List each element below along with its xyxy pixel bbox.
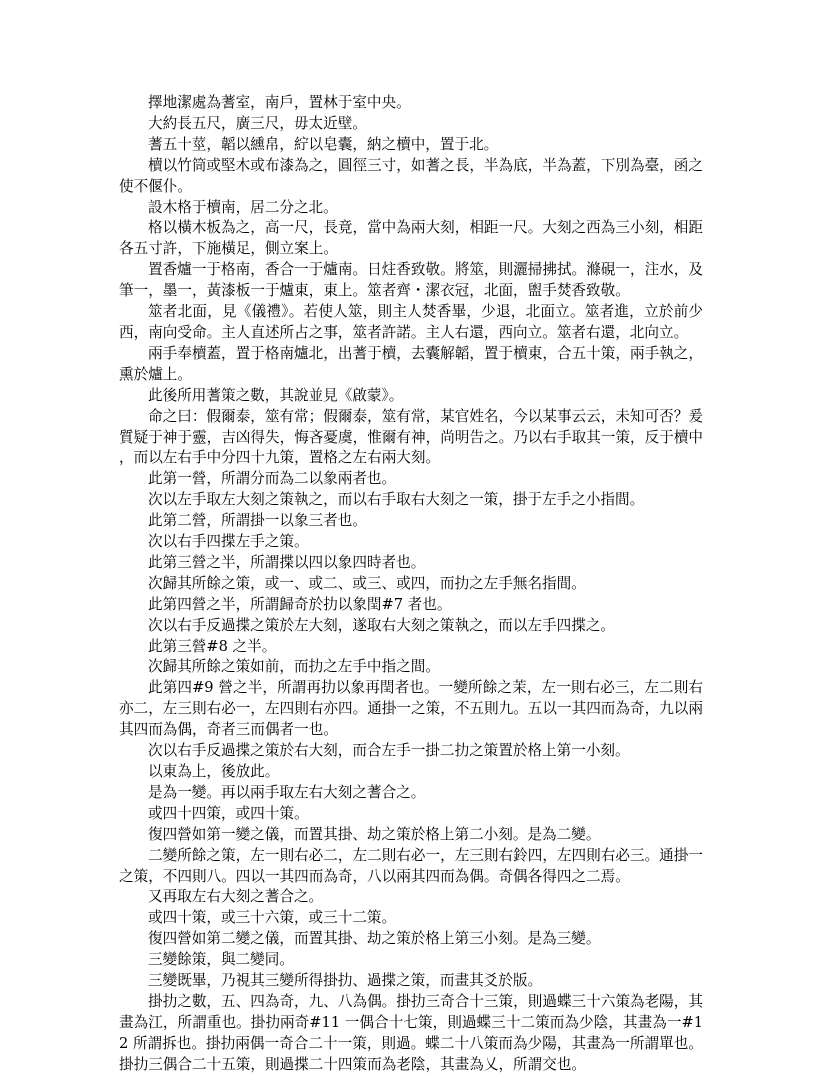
paragraph: 次以右手反過揲之策於左大刻，遂取右大刻之策執之，而以左手四揲之。: [148, 616, 616, 634]
paragraph: 命之曰：假爾泰，筮有常；假爾泰，筮有常，某官姓名，今以某事云云，未知可否？爰質疑于神于靈，吉凶得失，悔吝憂虞，惟爾有神，尚明告之。乃以右手取其一策，反于櫝中，而以左右手中分四十九策，置格之左右兩大刻。: [119, 407, 703, 467]
paragraph: 大約長五尺，廣三尺，毋太近壁。: [148, 114, 367, 132]
paragraph: 二變所餘之策，左一則右必二，左二則右必一，左三則右鈴四，左四則右必三。通掛一之策，不四則八。四以一其四而為奇，八以兩其四而為偶。奇偶各得四之二焉。: [119, 846, 703, 885]
paragraph: 此第四營之半，所謂歸奇於扐以象閏#7 者也。: [148, 595, 452, 613]
paragraph: 此第三營之半，所謂揲以四以象四時者也。: [148, 553, 426, 571]
paragraph: 三變餘策，與二變同。: [148, 951, 294, 969]
paragraph: 以東為上，後放此。: [148, 763, 280, 780]
paragraph: 兩手奉櫝蓋，置于格南爐北，出蓍于櫝，去囊解韜，置于櫝東，合五十策，兩手執之，熏於爐上。: [119, 344, 703, 383]
paragraph: 次歸其所餘之策如前，而扐之左手中指之間。: [148, 658, 440, 676]
paragraph: 復四營如第二變之儀，而置其掛、劫之策於格上第三小刻。是為三變。: [148, 930, 601, 948]
paragraph: 櫝以竹筒或堅木或布漆為之，圓徑三寸，如蓍之長，半為底，半為蓋，下別為臺，函之使不偃仆。: [119, 156, 703, 195]
paragraph: 次歸其所餘之策，或一、或二、或三、或四，而扐之左手無名指間。: [148, 574, 586, 592]
paragraph: 或四十策，或三十六策，或三十二策。: [148, 909, 397, 927]
paragraph: 又再取左右大刻之蓍合之。: [148, 888, 324, 906]
paragraph: 次以左手取左大刻之策執之，而以右手取右大刻之一策，掛于左手之小指間。: [148, 491, 645, 509]
paragraph: 設木格于櫝南，居二分之北。: [148, 198, 338, 216]
paragraph: 此第四#9 營之半，所謂再扐以象再閏者也。一變所餘之茉，左一則右必三，左二則右亦二，左三則右必一，左四則右亦四。通掛一之策，不五則九。五以一其四而為奇，九以兩其四而為偶，奇者三而偶者一也。: [119, 679, 703, 739]
paragraph: 格以橫木板為之，高一尺，長竟，當中為兩大刻，相距一尺。大刻之西為三小刻，相距各五寸許，下施橫足，側立案上。: [119, 219, 703, 258]
paragraph: 三變既畢，乃視其三變所得掛扐、過揲之策，而畫其爻於版。: [148, 972, 543, 990]
paragraph: 此第一營，所謂分而為二以象兩者也。: [148, 470, 397, 488]
paragraph: 是為一變。再以兩手取左右大刻之蓍合之。: [148, 783, 426, 801]
paragraph: 擇地潔處為蓍室，南戶，置林于室中央。: [148, 94, 411, 111]
paragraph: 復四營如第一變之儀，而置其掛、劫之策於格上第二小刻。是為二變。: [148, 825, 601, 843]
paragraph: 次以右手四揲左手之策。: [148, 533, 309, 551]
paragraph: 掛扐之數，五、四為奇，九、八為偶。掛扐三奇合十三策，則過蝶三十六策為老陽，其畫為江，所謂重也。掛扐兩奇#11 一偶合十七策，則過蝶三十二策而為少陰，其畫為一#12 所謂拆也。掛扐兩偶一奇合二十一策，則過。蝶二十八策而為少陽，其畫為一所謂單也。掛扐三偶合二十五策，則過揲二十四策而為老陰，其畫為乂，所謂交也。: [119, 992, 703, 1073]
paragraph: 或四十四策，或四十策。: [148, 804, 309, 822]
paragraph: 次以右手反過揲之策於右大刻，而合左手一掛二扐之策置於格上第一小刻。: [148, 742, 630, 760]
document-body: [119, 93, 703, 1076]
paragraph: 蓍五十莖，韜以纁帛，紵以皂囊，納之櫝中，置于北。: [148, 135, 499, 153]
paragraph: 筮者北面，見《儀禮》。若使人筮，則主人焚香畢，少退，北面立。筮者進，立於前少西，南向受命。主人直述所占之事，筮者許諾。主人右還，西向立。筮者右還，北向立。: [119, 303, 703, 341]
paragraph: 此第三營#8 之半。: [148, 637, 277, 655]
paragraph: 此後所用蓍策之數，其說並見《啟蒙》。: [148, 386, 404, 404]
paragraph: 此第二營，所謂掛一以象三者也。: [148, 512, 367, 530]
paragraph: 置香爐一于格南，香合一于爐南。日炷香致敬。將筮，則灑掃拂拭。滌硯一，注水，及筆一，墨一，黃漆板一于爐東，東上。筮者齊・潔衣冠，北面，盥手焚香致敬。: [119, 261, 703, 300]
